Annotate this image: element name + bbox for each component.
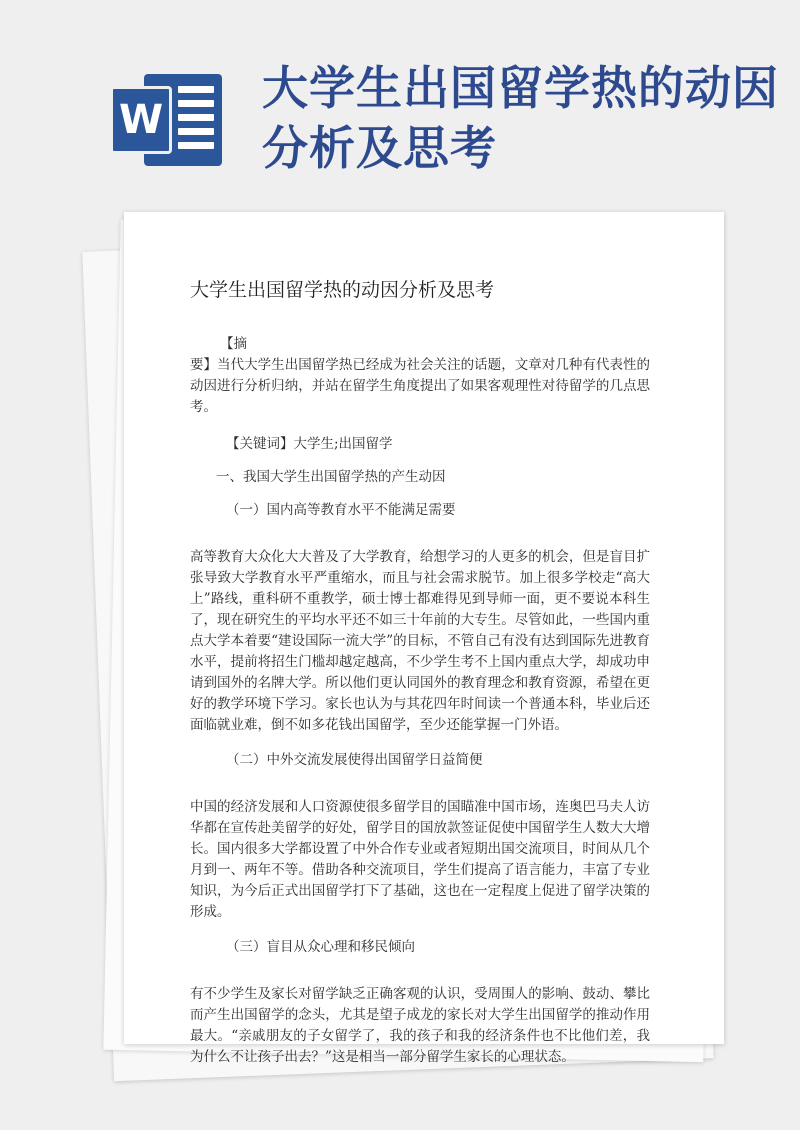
document-body bbox=[190, 276, 650, 1068]
subsection-heading-2: （二）中外交流发展使得出国留学日益简便 bbox=[226, 752, 483, 768]
paragraph-3: 有不少学生及家长对留学缺乏正确客观的认识，受周围人的影响、鼓动、攀比而产生出国留学的念头，尤其是望子成龙的家长对大学生出国留学的推动作用最大。“亲戚朋友的子女留学了，我的孩子和我的经济条件也不比他们差，我为什么不让孩子出去？”这是相当一部分留学生家长的心理状态。 bbox=[190, 986, 650, 1065]
header-banner bbox=[0, 0, 800, 200]
abstract-label: 【摘 bbox=[220, 336, 247, 352]
paragraph-1: 高等教育大众化大大普及了大学教育，给想学习的人更多的机会，但是盲目扩张导致大学教育水平严重缩水，而且与社会需求脱节。加上很多学校走“高大上”路线，重科研不重教学，硕士博士都难得见到导师一面，更不要说本科生了，现在研究生的平均水平还不如三十年前的大专生。尽管如此，一些国内重点大学本着要“建设国际一流大学”的目标，不管自己有没有达到国际先进教育水平，提前将招生门槛却越定越高，不少学生考不上国内重点大学，却成功申请到国外的名牌大学。所以他们更认同国外的教育理念和教育资源，希望在更好的教学环境下学习。家长也认为与其花四年时间读一个普通本科，毕业后还面临就业难，倒不如多花钱出国留学，至少还能掌握一门外语。 bbox=[190, 549, 650, 733]
section-heading: 一、我国大学生出国留学热的产生动因 bbox=[216, 469, 446, 485]
subsection-heading-1: （一）国内高等教育水平不能满足需要 bbox=[226, 502, 456, 518]
word-letter-badge: W bbox=[110, 86, 172, 154]
keywords-line: 【关键词】大学生;出国留学 bbox=[226, 436, 393, 452]
document-page bbox=[124, 212, 724, 1065]
word-document-icon bbox=[110, 68, 222, 172]
banner-title: 大学生出国留学热的动因分析及思考 bbox=[262, 61, 779, 175]
paragraph-2: 中国的经济发展和人口资源使很多留学目的国瞄准中国市场，连奥巴马夫人访华都在宣传赴美留学的好处，留学目的国放款签证促使中国留学生人数大大增长。国内很多大学都设置了中外合作专业或者短期出国交流项目，时间从几个月到一、两年不等。借助各种交流项目，学生们提高了语言能力，丰富了专业知识，为今后正式出国留学打下了基础，这也在一定程度上促进了留学决策的形成。 bbox=[190, 799, 650, 920]
subsection-heading-3: （三）盲目从众心理和移民倾向 bbox=[226, 939, 415, 955]
document-title: 大学生出国留学热的动因分析及思考 bbox=[190, 279, 495, 301]
abstract-text: 要】当代大学生出国留学热已经成为社会关注的话题，文章对几种有代表性的动因进行分析归纳，并站在留学生角度提出了如果客观理性对待留学的几点思考。 bbox=[190, 357, 650, 415]
